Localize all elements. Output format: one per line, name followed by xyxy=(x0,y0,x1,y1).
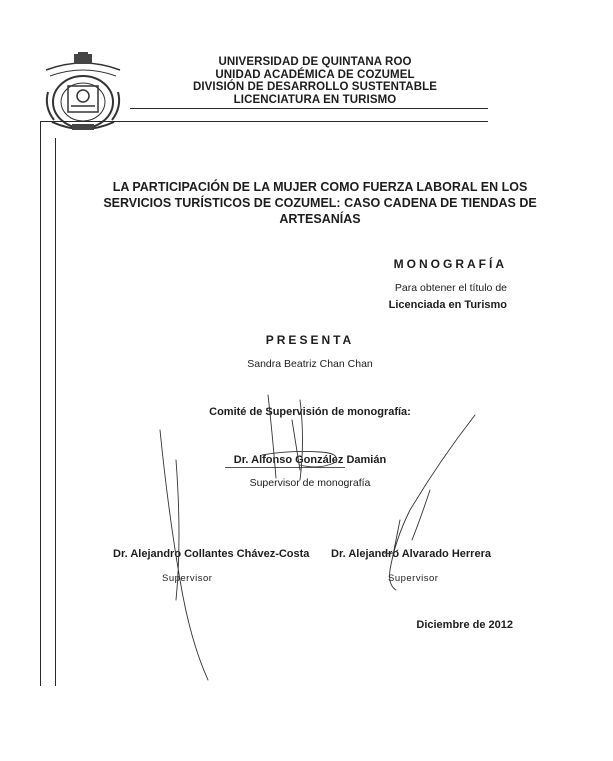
supervisor-role: Supervisor de monografía xyxy=(249,477,371,489)
member-2-name: Dr. Alejandro Alvarado Herrera xyxy=(331,548,491,560)
member-1-name: Dr. Alejandro Collantes Chávez-Costa xyxy=(113,548,310,560)
thesis-title-line-2: SERVICIOS TURÍSTICOS DE COZUMEL: CASO CADENA DE TIENDAS DE xyxy=(103,196,537,210)
thesis-title-line-3: ARTESANÍAS xyxy=(279,212,361,226)
date: Diciembre de 2012 xyxy=(416,619,513,631)
member-1-role: Supervisor xyxy=(162,573,213,584)
signature-member-2 xyxy=(382,415,475,590)
academic-unit: UNIDAD ACADÉMICA DE COZUMEL xyxy=(215,69,415,81)
degree-purpose: Para obtener el título de xyxy=(394,282,507,294)
program-name: LICENCIATURA EN TURISMO xyxy=(233,94,397,106)
committee-heading: Comité de Supervisión de monografía: xyxy=(209,406,411,418)
university-name: UNIVERSIDAD DE QUINTANA ROO xyxy=(218,56,412,68)
degree-name: Licenciada en Turismo xyxy=(388,299,507,311)
presenter-heading: PRESENTA xyxy=(265,333,355,347)
signature-member-1 xyxy=(160,430,208,680)
document-type: MONOGRAFÍA xyxy=(393,257,507,271)
division-name: DIVISIÓN DE DESARROLLO SUSTENTABLE xyxy=(192,81,438,93)
member-2-role: Supervisor xyxy=(388,573,439,584)
supervisor-name: Dr. Alfonso González Damián xyxy=(233,454,387,466)
thesis-title-line-1: LA PARTICIPACIÓN DE LA MUJER COMO FUERZA LABORAL EN LOS xyxy=(112,180,528,194)
presenter-name: Sandra Beatriz Chan Chan xyxy=(247,358,373,370)
signature-supervisor xyxy=(262,395,337,480)
